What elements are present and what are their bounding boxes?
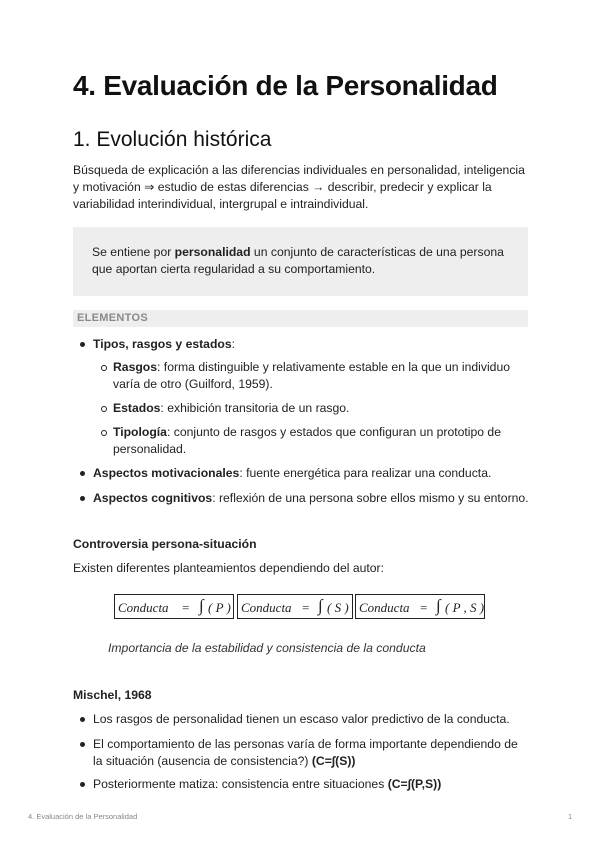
list-item <box>73 736 535 770</box>
item-text: la situación (ausencia de consistencia?) <box>93 754 312 768</box>
page-number: 1 <box>568 812 573 821</box>
controversy-text: Existen diferentes planteamientos dependiendo del autor: <box>73 561 384 575</box>
list-item <box>73 465 535 482</box>
callout-line <box>92 244 510 261</box>
item-term: Aspectos motivacionales <box>93 466 240 480</box>
controversy-heading: Controversia persona-situación <box>73 537 257 551</box>
list-item <box>73 711 535 728</box>
item-desc: : conjunto de rasgos y estados que configuran un prototipo de <box>166 425 501 439</box>
list-item <box>73 490 535 507</box>
callout-prefix: Se entiene por <box>92 245 175 259</box>
elements-label: ELEMENTOS <box>73 310 528 327</box>
formula-eq: = <box>420 600 428 615</box>
item-desc: : forma distinguible y relativamente estable en la que un individuo <box>157 360 511 374</box>
formula-caption: Importancia de la estabilidad y consistencia de la conducta <box>108 641 426 655</box>
item-formula: (C=∫(S)) <box>311 754 356 768</box>
formula-lhs: Conducta <box>241 600 292 615</box>
item-desc: : exhibición transitoria de un rasgo. <box>160 401 350 415</box>
item-formula: (C=∫(P,S)) <box>387 777 442 791</box>
intro-line: Búsqueda de explicación a las diferencias individuales en personalidad, inteligencia <box>73 163 525 177</box>
item-desc: varía de otro (Guilford, 1959). <box>113 377 273 391</box>
item-text: El comportamiento de las personas varía de forma importante dependiendo de <box>93 737 518 751</box>
intro-line: y motivación ⇒ estudio de estas diferencias → describir, predecir y explicar la <box>73 180 492 194</box>
item-desc: : fuente energética para realizar una conducta. <box>239 466 492 480</box>
item-desc: personalidad. <box>113 442 187 456</box>
sublist-item <box>73 400 535 417</box>
section-heading: 1. Evolución histórica <box>73 128 272 151</box>
integral-symbol: ∫ <box>436 596 441 615</box>
formula-box <box>355 594 485 619</box>
page-title: 4. Evaluación de la Personalidad <box>73 70 498 101</box>
callout-term: personalidad <box>174 245 251 259</box>
sublist-item <box>73 359 535 393</box>
formula-eq: = <box>302 600 310 615</box>
formula-arg: ( P ) <box>208 600 231 615</box>
callout-line: que aportan cierta regularidad a su comportamiento. <box>92 262 376 276</box>
intro-line: variabilidad interindividual, intergrupal e intraindividual. <box>73 197 369 211</box>
item-text: Los rasgos de personalidad tienen un escaso valor predictivo de la conducta. <box>93 712 510 726</box>
footer-title: 4. Evaluación de la Personalidad <box>28 812 138 821</box>
callout-suffix: un conjunto de características de una persona <box>250 245 504 259</box>
formula-arg: ( P , S ) <box>445 600 485 615</box>
integral-symbol: ∫ <box>199 596 204 615</box>
item-term: Aspectos cognitivos <box>93 491 213 505</box>
formula-lhs: Conducta <box>359 600 410 615</box>
item-term: Tipología <box>113 425 167 439</box>
list-item <box>73 776 535 793</box>
list-item <box>73 336 535 353</box>
mischel-list <box>73 711 535 793</box>
formula-eq: = <box>182 600 190 615</box>
formula-arg: ( S ) <box>327 600 349 615</box>
elements-list <box>73 336 535 507</box>
integral-symbol: ∫ <box>318 596 323 615</box>
item-term: Estados <box>113 401 161 415</box>
item-term: Tipos, rasgos y estados <box>93 337 232 351</box>
formula-box <box>237 594 353 619</box>
mischel-heading: Mischel, 1968 <box>73 688 152 702</box>
definition-callout <box>73 227 528 296</box>
intro-paragraph <box>73 162 535 213</box>
formula-lhs: Conducta <box>118 600 169 615</box>
formula-box <box>114 594 234 619</box>
sublist-item <box>73 424 535 458</box>
item-desc: : reflexión de una persona sobre ellos mismo y su entorno. <box>212 491 529 505</box>
item-text: Posteriormente matiza: consistencia entre situaciones <box>93 777 388 791</box>
item-term: Rasgos <box>113 360 158 374</box>
item-desc: : <box>231 337 236 351</box>
